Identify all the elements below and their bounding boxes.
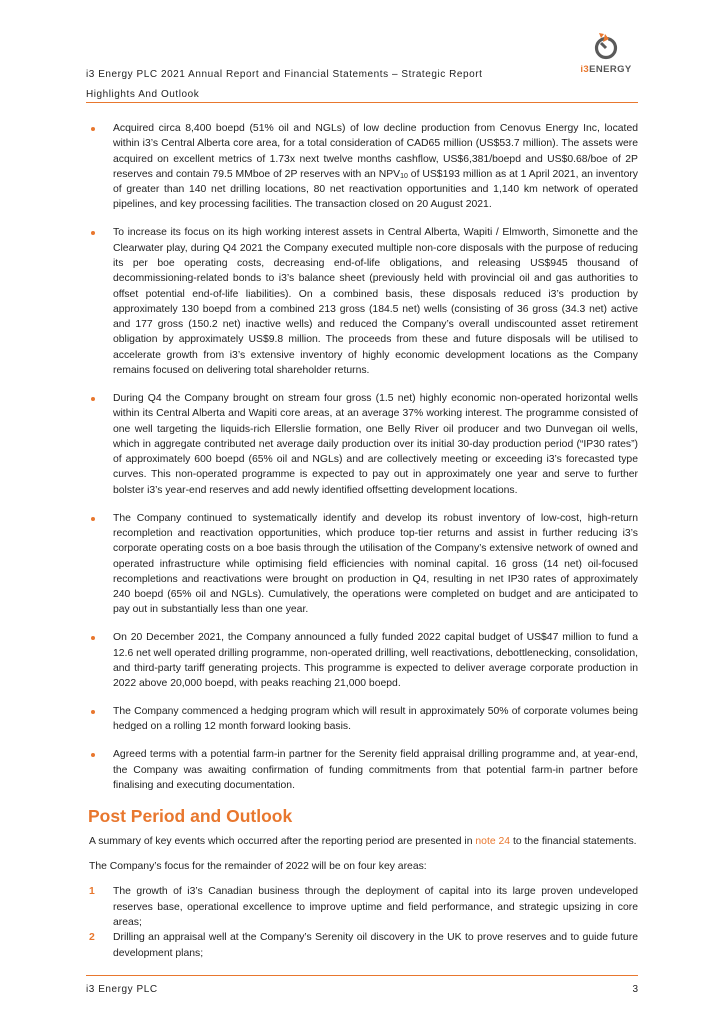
item-number: 1	[89, 886, 95, 898]
list-item: On 20 December 2021, the Company announced a fully funded 2022 capital budget of US$47 million to fund a 12.6 net well operated drilling programme, non-operated drilling, well reactivations, debottlenecking, consolidation, and third-party tariff generating projects. This programme is expected to deliver average corporate production in 2022 above 20,000 boepd, with peaks reaching 21,000 boepd.	[89, 630, 638, 691]
item-number: 2	[89, 932, 95, 944]
list-item: Acquired circa 8,400 boepd (51% oil and NGLs) of low decline production from Cenovus Energy Inc, located within i3’s Central Alberta core area, for a total consideration of CAD65 million (US$53.7 million). The assets were acquired on excellent metrics of 1.73x next twelve months cashflow, US$6,381/boepd and US$0.68/boe of 2P reserves and contain 79.5 MMboe of 2P reserves with an $NPV_{10}$ of US$193 million as at 1 April 2021, an inventory of greater than 140 net drilling locations, 80 net reactivation opportunities and 1,140 km network of operated pipelines, and key processing facilities. The transaction closed on 20 August 2021.	[89, 121, 638, 213]
list-item: 2 Drilling an appraisal well at the Company’s Serenity oil discovery in the UK to prove reserves and to guide future development plans;	[89, 932, 638, 959]
bullet-icon	[91, 636, 95, 640]
footer-company: i3 Energy PLC	[86, 984, 158, 995]
footer-divider	[86, 975, 638, 976]
page-number: 3	[632, 984, 638, 995]
i3-logo-icon	[592, 30, 620, 62]
list-item: Agreed terms with a potential farm-in partner for the Serenity field appraisal drilling programme and, at year-end, the Company was awaiting confirmation of funding commitments from that potential farm-in partner before finalising and executing documentation.	[89, 747, 638, 793]
bullet-icon	[91, 710, 95, 714]
page-header	[86, 30, 638, 104]
section-subtitle: Highlights And Outlook	[86, 89, 200, 100]
logo-wordmark: i3ENERGY	[580, 64, 632, 75]
section-heading: Post Period and Outlook	[88, 805, 293, 826]
intro-paragraph: A summary of key events which occurred after the reporting period are presented in note 24 to the financial statements.	[89, 835, 637, 847]
company-logo	[578, 30, 634, 80]
note-link[interactable]: note 24	[475, 835, 511, 847]
list-item: During Q4 the Company brought on stream four gross (1.5 net) highly economic non-operated horizontal wells within its Central Alberta and Wapiti core areas, at an average 37% working interest. The programme consisted of one well targeting the liquids-rich Ellerslie formation, one Belly River oil producer and two Dunvegan oil wells, which in aggregate contributed net average daily production over its initial 30-day production period (“IP30 rates”) of approximately 600 boepd (65% oil and NGLs) and are collectively meeting or exceeding i3’s forecasted type curves. This non-operated programme is expected to pay out in approximately one year and serve to further bolster i3’s year-end reserves and add newly identified offsetting development locations.	[89, 391, 638, 498]
focus-areas-list	[89, 884, 638, 960]
list-item: To increase its focus on its high working interest assets in Central Alberta, Wapiti / Elmworth, Simonette and the Clearwater play, during Q4 2021 the Company executed multiple non-core disposals with the purpose of reducing its per boe operating costs, decreasing end-of-life obligations, and releasing US$945 thousand of decommissioning-related bonds to i3’s balance sheet (previously held with provincial oil and gas authorities to offset potential end-of-life liabilities). On a combined basis, these disposals reduced i3’s production by approximately 130 boepd from a combined 213 gross (184.5 net) wells (consisting of 36 gross (34.3 net) active and 177 gross (150.2 net) inactive wells) and reduced the Company’s overall undiscounted asset retirement obligation by approximately US$9.8 million. The proceeds from these and future disposals will be utilised to accelerate growth from i3’s extensive inventory of highly economic development locations as the Company remains focused on delivering total shareholder returns.	[89, 225, 638, 378]
bullet-icon	[91, 127, 95, 131]
highlights-list	[89, 121, 638, 793]
bullet-icon	[91, 517, 95, 521]
bullet-icon	[91, 231, 95, 235]
report-title: i3 Energy PLC 2021 Annual Report and Financial Statements – Strategic Report	[86, 69, 483, 80]
page-body	[89, 121, 638, 961]
list-item: 1 The growth of i3’s Canadian business through the deployment of capital into its large proven undeveloped reserves base, operational excellence to improve uptime and field performance, and strategic upsizing in core areas;	[89, 886, 638, 928]
bullet-icon	[91, 397, 95, 401]
header-divider	[86, 102, 638, 103]
bullet-icon	[91, 753, 95, 757]
focus-paragraph: The Company’s focus for the remainder of 2022 will be on four key areas:	[89, 861, 427, 873]
list-item: The Company commenced a hedging program which will result in approximately 50% of corporate volumes being hedged on a rolling 12 month forward looking basis.	[89, 704, 638, 735]
list-item: The Company continued to systematically identify and develop its robust inventory of low-cost, high-return recompletion and reactivation opportunities, which produce top-tier returns and assist in further reducing i3’s corporate operating costs on a boe basis through the utilisation of the Company’s extensive network of owned and operated infrastructure while optimising field efficiencies with nominal capital. 16 gross (14 net) oil-focused recompletions and reactivations were brought on production in Q4, resulting in net IP30 rates of approximately 240 boepd (65% oil and NGLs). Cumulatively, the operations were completed on budget and are anticipated to pay out in substantially less than one year.	[89, 511, 638, 618]
